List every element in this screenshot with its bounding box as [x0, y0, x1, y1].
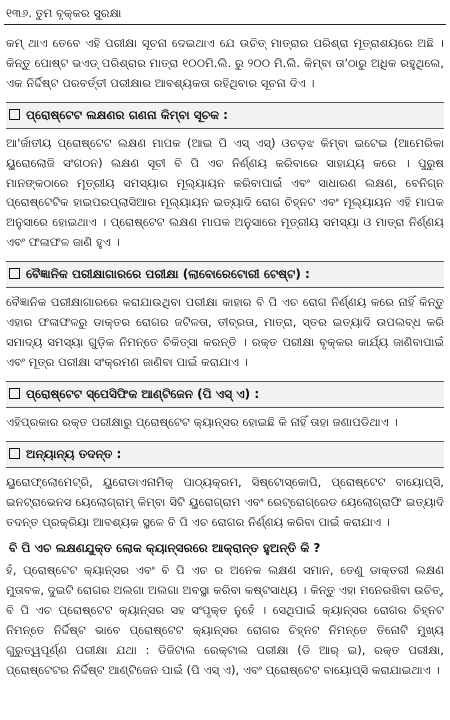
- intro-paragraph: କମ୍ ଥାଏ ତେବେ ଏହି ପରୀକ୍ଷା ସୂଚନା ଦେଇଥାଏ ଯେ ଉଚିତ୍ ମାତ୍ରାର ପରିଶ୍ରା ମୂତ୍ରାଶୟରେ ଅଛି । କିନ୍ତୁ ପୋଷ୍ଟ ଭଏଡ୍ ପରିଶ୍ରାର ମାତ୍ରା ୧୦୦ମି.ଲି. ରୁ ୨୦୦ ମି.ଲି. କିମ୍ବା ତା'ଠାରୁ ଅଧିକ ରହୁଥିଲେ, ଏକ ନିର୍ଦ୍ଦିଷ୍ଟ ପରବର୍ତ୍ତୀ ପରୀକ୍ଷାର ଆବଶ୍ୟକତା ରହିଥିବାର ସୂଚନା ଦିଏ ।: [6, 36, 444, 90]
- paragraph-lab-tests: ବୈଜ୍ଞାନିକ ପରୀକ୍ଷାଗାରରେ କରାଯାଉଥିବା ପରୀକ୍ଷା କାହାର ବି ପି ଏଚ ରୋଗ ନିର୍ଣ୍ଣୟ କରେ ନାହିଁ କିନ୍ତୁ ଏହାର ଫଳାଫଳରୁ ଡାକ୍ତର ରୋଗର ଜଟିଳତା, ତୀବ୍ରତା, ମାତ୍ରା, ସ୍ତର ଇତ୍ୟାଦି ଉପଲବ୍ଧ କରି ସମାଦ୍ୟ ସମସ୍ୟା ଗୁଡ଼ିକ ନିମନ୍ତେ ଚିକିତ୍ସା କରନ୍ତି । ରକ୍ତ ପରୀକ୍ଷା ବୃକ୍କର କାର୍ଯ୍ୟ ଜାଣିବାପାଇଁ ଏବଂ ମୂତ୍ର ପରୀକ୍ଷା ସଂକ୍ରମଣ ଜାଣିବା ପାଇଁ କରାଯାଏ ।: [6, 295, 444, 369]
- paragraph-bph-cancer-answer: ହଁ, ପ୍ରୋଷ୍ଟେଟ କ୍ୟାନ୍ସର ଏବଂ ବି ପି ଏଚ ର ଅନେକ ଲକ୍ଷଣ ସମାନ, ତେଣୁ ଡାକ୍ତରୀ ଲକ୍ଷଣ ମୁତାବକ, ଦୁଇଟି ରୋଗର ଅଲଗା ଅଲଗା ଅବସ୍ଥା କରିବା କଷ୍ଟସାଧ୍ୟ । କିନ୍ତୁ ଏହା ମନେରଖିବା ଉଚିତ୍, ବି ପି ଏଚ ପ୍ରୋଷ୍ଟେଟ କ୍ୟାନ୍ସର ସହ ସଂପୃକ୍ତ ନୁହେଁ । ସେଥିପାଇଁ କ୍ୟାନ୍ସର ରୋଗର ଚିହ୍ନଟ ନିମନ୍ତେ ନିର୍ଦ୍ଦିଷ୍ଟ ଭାବେ ପ୍ରୋଷ୍ଟେଟ କ୍ୟାନ୍ସର ରୋଗର ଚିହ୍ନଟ ନିମନ୍ତେ ତିନୋଟି ମୁଖ୍ୟ ଗୁରୁତ୍ୱପୂର୍ଣ୍ଣ ପରୀକ୍ଷା ଯଥା : ଡିଜିଟାଲ ରେକ୍ଟାଲ ପରୀକ୍ଷା (ଡି ଆର୍ ଇ), ରକ୍ତ ପରୀକ୍ଷା, ପ୍ରୋଷ୍ଟେଟର ନିର୍ଦ୍ଦିଷ୍ଟ ଆଣ୍ଟିଜେନ ପାଇଁ (ପି ଏସ୍ ଏ), ଏବଂ ପ୍ରୋଷ୍ଟେଟ ବାୟୋପ୍ସି କରାଯାଇଥାଏ ।: [6, 563, 444, 677]
- checkbox-square-icon: [9, 268, 20, 279]
- heading-text: ଅନ୍ୟାନ୍ୟ ତଦନ୍ତ :: [26, 446, 122, 461]
- heading-text: ବୈଜ୍ଞାନିକ ପରୀକ୍ଷାଗାରରେ ପରୀକ୍ଷା (ଲାବୋରେଟୋରୀ ଟେଷ୍ଟ) :: [26, 267, 310, 282]
- paragraph-psa: ଏହିପ୍ରକାର ରକ୍ତ ପରୀକ୍ଷାରୁ ପ୍ରୋଷ୍ଟେଟ କ୍ୟାନ୍ସର ହୋଇଛି କି ନାହିଁ ତାହା ଜଣାପଡିଥାଏ ।: [6, 414, 398, 429]
- heading-text: ପ୍ରୋଷ୍ଟେଟ ସ୍ପେସିଫିକ ଆଣ୍ଟିଜେନ (ପି ଏସ୍ ଏ) :: [26, 386, 260, 401]
- checkbox-square-icon: [9, 448, 20, 459]
- checkbox-square-icon: [9, 388, 20, 399]
- heading-text: ପ୍ରୋଷ୍ଟେଟ ଲକ୍ଷଣର ଗଣନା କିମ୍ବା ସୂଚକ :: [26, 107, 228, 122]
- paragraph-other-investigations: ୟୁରୋଫ୍ଲୋମେଟ୍ରି, ୟୁରୋଡାଏନାମିକ୍ ପାଠ୍ୟକ୍ରମ, ସିଷ୍ଟୋସ୍କୋପି, ପ୍ରୋଷ୍ଟେଟ ବାୟୋପ୍ସି, ଇନଟ୍ରାଭେନସ ୟେଲୋଗ୍ରାମ୍ କିମ୍ବା ସିଟି ୟୁରୋଗ୍ରାମ ଏବଂ ରେଟ୍ରୋଗ୍ରେଡ ୟେଲୋଗ୍ରାଫି ଇତ୍ୟାଦି ତଦନ୍ତ ପ୍ରକ୍ରିୟା ଆବଶ୍ୟକ ସ୍ଥଳେ ବି ପି ଏଚ ରୋଗର ନିର୍ଣ୍ଣୟ କରିବା ପାଇଁ କରାଯାଏ ।: [6, 474, 444, 529]
- section-heading-other-investigations: [6, 441, 444, 468]
- checkbox-square-icon: [9, 109, 20, 120]
- section-heading-symptom-score: [6, 102, 444, 129]
- page-content: [6, 34, 444, 716]
- section-heading-psa: [6, 381, 444, 408]
- running-header: ୧୩୬. ତୁମ ବୃକ୍କର ସୁରକ୍ଷା: [6, 6, 122, 20]
- paragraph-symptom-score: ଆ'ର୍ଜାତୀୟ ପ୍ରୋଷ୍ଟେଟ ଲକ୍ଷଣ ମାପକ (ଆଇ ପି ଏସ୍ ଏସ୍) ଓଚଡ଼ଝ କିମ୍ବା ଇଟେଇ (ଆମେରିକା ୟୁରୋଲୋଜି ସଂଗଠନ) ଲକ୍ଷଣ ସୂଚୀ ବି ପି ଏଚ ନିର୍ଣ୍ଣୟ କରିବାରେ ସାହାଯ୍ୟ କରେ । ପୁରୁଷ ମାନଙ୍କଠାରେ ମୂତ୍ରୀୟ ସମସ୍ୟାର ମୂଲ୍ୟାୟନ କରିବାପାଇଁ ଏବଂ ସାଧାରଣ ଲକ୍ଷଣ, ବେନିଗ୍ନ ପ୍ରୋଷ୍ଟେଟିକ ହାଇପରପ୍ଲାସିଆର ମୂଲ୍ୟାୟନ ଇତ୍ୟାଦି ରୋଗ ଚିହ୍ନଟ ଏବଂ ମୂଲ୍ୟାୟନ ଏହି ମାପକ ଅନୁସାରେ ହୋଇଥାଏ । ପ୍ରୋଷ୍ଟେଟ ଲକ୍ଷଣ ମାପକ ଅନୁସାରେ ମୂତ୍ରୀୟ ସମସ୍ୟା ଓ ମାତ୍ରା ନିର୍ଣ୍ଣୟ ଏବଂ ଫଳାଫଳ ଜାଣି ହୁଏ ।: [6, 135, 444, 250]
- header-divider: [4, 24, 446, 25]
- section-heading-bph-cancer-question: ବି ପି ଏଚ ଲକ୍ଷଣଯୁକ୍ତ ଲୋକ କ୍ୟାନ୍ସରରେ ଆକ୍ରାନ୍ତ ହୁଅନ୍ତି କି ?: [9, 541, 321, 556]
- section-heading-lab-tests: [6, 261, 444, 288]
